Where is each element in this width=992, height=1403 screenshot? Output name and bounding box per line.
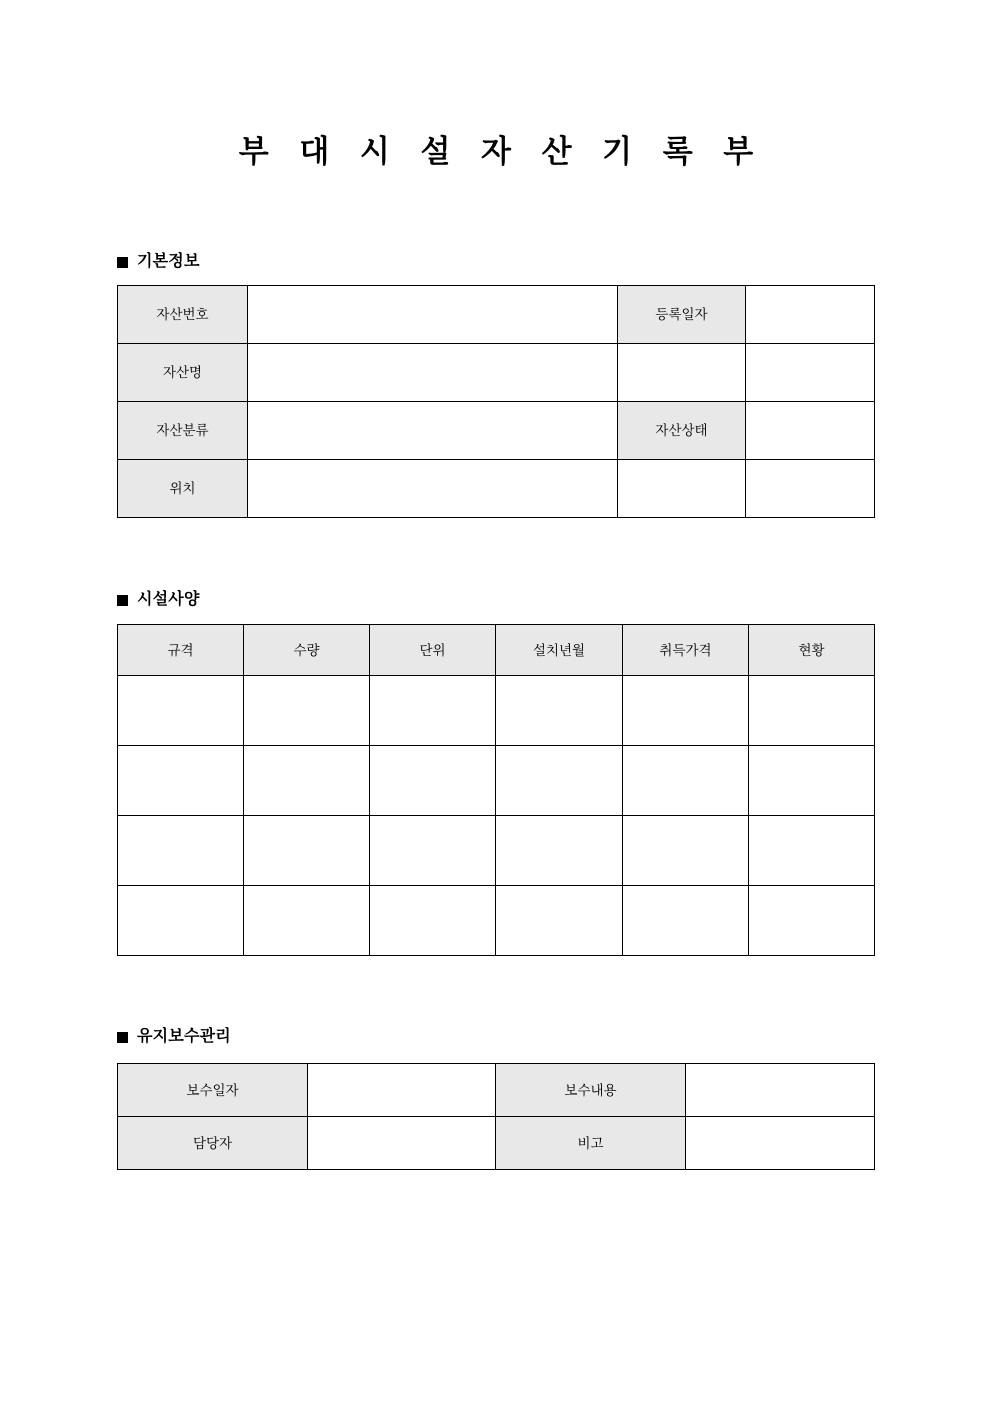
field-label-row2-col3[interactable]: [618, 344, 746, 402]
section-heading-facility-spec: [117, 590, 200, 610]
cell-spec-r1c3[interactable]: [370, 676, 496, 746]
page-title: 부 대 시 설 자 산 기 록 부: [238, 134, 765, 169]
field-value-asset-name[interactable]: [248, 344, 618, 402]
column-header-spec: 규격: [118, 625, 244, 676]
column-header-status: 현황: [749, 625, 875, 676]
field-value-asset-number[interactable]: [248, 286, 618, 344]
field-label-location: 위치: [118, 460, 248, 518]
field-label-remarks: 비고: [496, 1117, 686, 1170]
cell-spec-r1c2[interactable]: [244, 676, 370, 746]
field-label-registration-date: 등록일자: [618, 286, 746, 344]
field-label-repair-detail: 보수내용: [496, 1064, 686, 1117]
table-row: [118, 1064, 875, 1117]
field-value-row4-col4[interactable]: [746, 460, 875, 518]
cell-spec-r2c6[interactable]: [749, 746, 875, 816]
cell-spec-r3c2[interactable]: [244, 816, 370, 886]
filled-square-bullet-icon: [117, 1032, 128, 1043]
cell-spec-r1c1[interactable]: [118, 676, 244, 746]
field-label-row4-col3[interactable]: [618, 460, 746, 518]
cell-spec-r3c1[interactable]: [118, 816, 244, 886]
cell-spec-r3c6[interactable]: [749, 816, 875, 886]
field-value-manager[interactable]: [308, 1117, 496, 1170]
section-heading-label: 유지보수관리: [137, 1028, 231, 1045]
cell-spec-r4c3[interactable]: [370, 886, 496, 956]
table-row: [118, 676, 875, 746]
field-value-registration-date[interactable]: [746, 286, 875, 344]
table-row: [118, 816, 875, 886]
table-row: [118, 460, 875, 518]
column-header-quantity: 수량: [244, 625, 370, 676]
cell-spec-r2c5[interactable]: [623, 746, 749, 816]
field-label-asset-category: 자산분류: [118, 402, 248, 460]
section-heading-label: 기본정보: [137, 253, 200, 270]
table-row: [118, 344, 875, 402]
cell-spec-r2c3[interactable]: [370, 746, 496, 816]
cell-spec-r4c1[interactable]: [118, 886, 244, 956]
field-value-repair-detail[interactable]: [686, 1064, 875, 1117]
field-label-asset-name: 자산명: [118, 344, 248, 402]
field-value-row2-col4[interactable]: [746, 344, 875, 402]
table-header-row: [118, 625, 875, 676]
field-label-asset-status: 자산상태: [618, 402, 746, 460]
table-row: [118, 886, 875, 956]
field-label-asset-number: 자산번호: [118, 286, 248, 344]
cell-spec-r1c5[interactable]: [623, 676, 749, 746]
section-heading-basic-info: [117, 252, 200, 272]
field-label-manager: 담당자: [118, 1117, 308, 1170]
field-value-asset-category[interactable]: [248, 402, 618, 460]
cell-spec-r4c4[interactable]: [496, 886, 623, 956]
table-row: [118, 286, 875, 344]
section-heading-label: 시설사양: [137, 591, 200, 608]
cell-spec-r4c6[interactable]: [749, 886, 875, 956]
column-header-install-date: 설치년월: [496, 625, 623, 676]
filled-square-bullet-icon: [117, 257, 128, 268]
table-row: [118, 746, 875, 816]
column-header-unit: 단위: [370, 625, 496, 676]
filled-square-bullet-icon: [117, 595, 128, 606]
cell-spec-r1c4[interactable]: [496, 676, 623, 746]
cell-spec-r3c4[interactable]: [496, 816, 623, 886]
column-header-acquisition-price: 취득가격: [623, 625, 749, 676]
facility-spec-table: [117, 624, 875, 956]
table-row: [118, 1117, 875, 1170]
field-value-location[interactable]: [248, 460, 618, 518]
cell-spec-r1c6[interactable]: [749, 676, 875, 746]
table-row: [118, 402, 875, 460]
field-value-repair-date[interactable]: [308, 1064, 496, 1117]
cell-spec-r3c3[interactable]: [370, 816, 496, 886]
field-value-asset-status[interactable]: [746, 402, 875, 460]
cell-spec-r4c5[interactable]: [623, 886, 749, 956]
maintenance-table: [117, 1063, 875, 1170]
cell-spec-r2c4[interactable]: [496, 746, 623, 816]
field-value-remarks[interactable]: [686, 1117, 875, 1170]
cell-spec-r3c5[interactable]: [623, 816, 749, 886]
cell-spec-r2c2[interactable]: [244, 746, 370, 816]
section-heading-maintenance: [117, 1027, 231, 1047]
field-label-repair-date: 보수일자: [118, 1064, 308, 1117]
basic-info-table: [117, 285, 875, 518]
cell-spec-r4c2[interactable]: [244, 886, 370, 956]
cell-spec-r2c1[interactable]: [118, 746, 244, 816]
